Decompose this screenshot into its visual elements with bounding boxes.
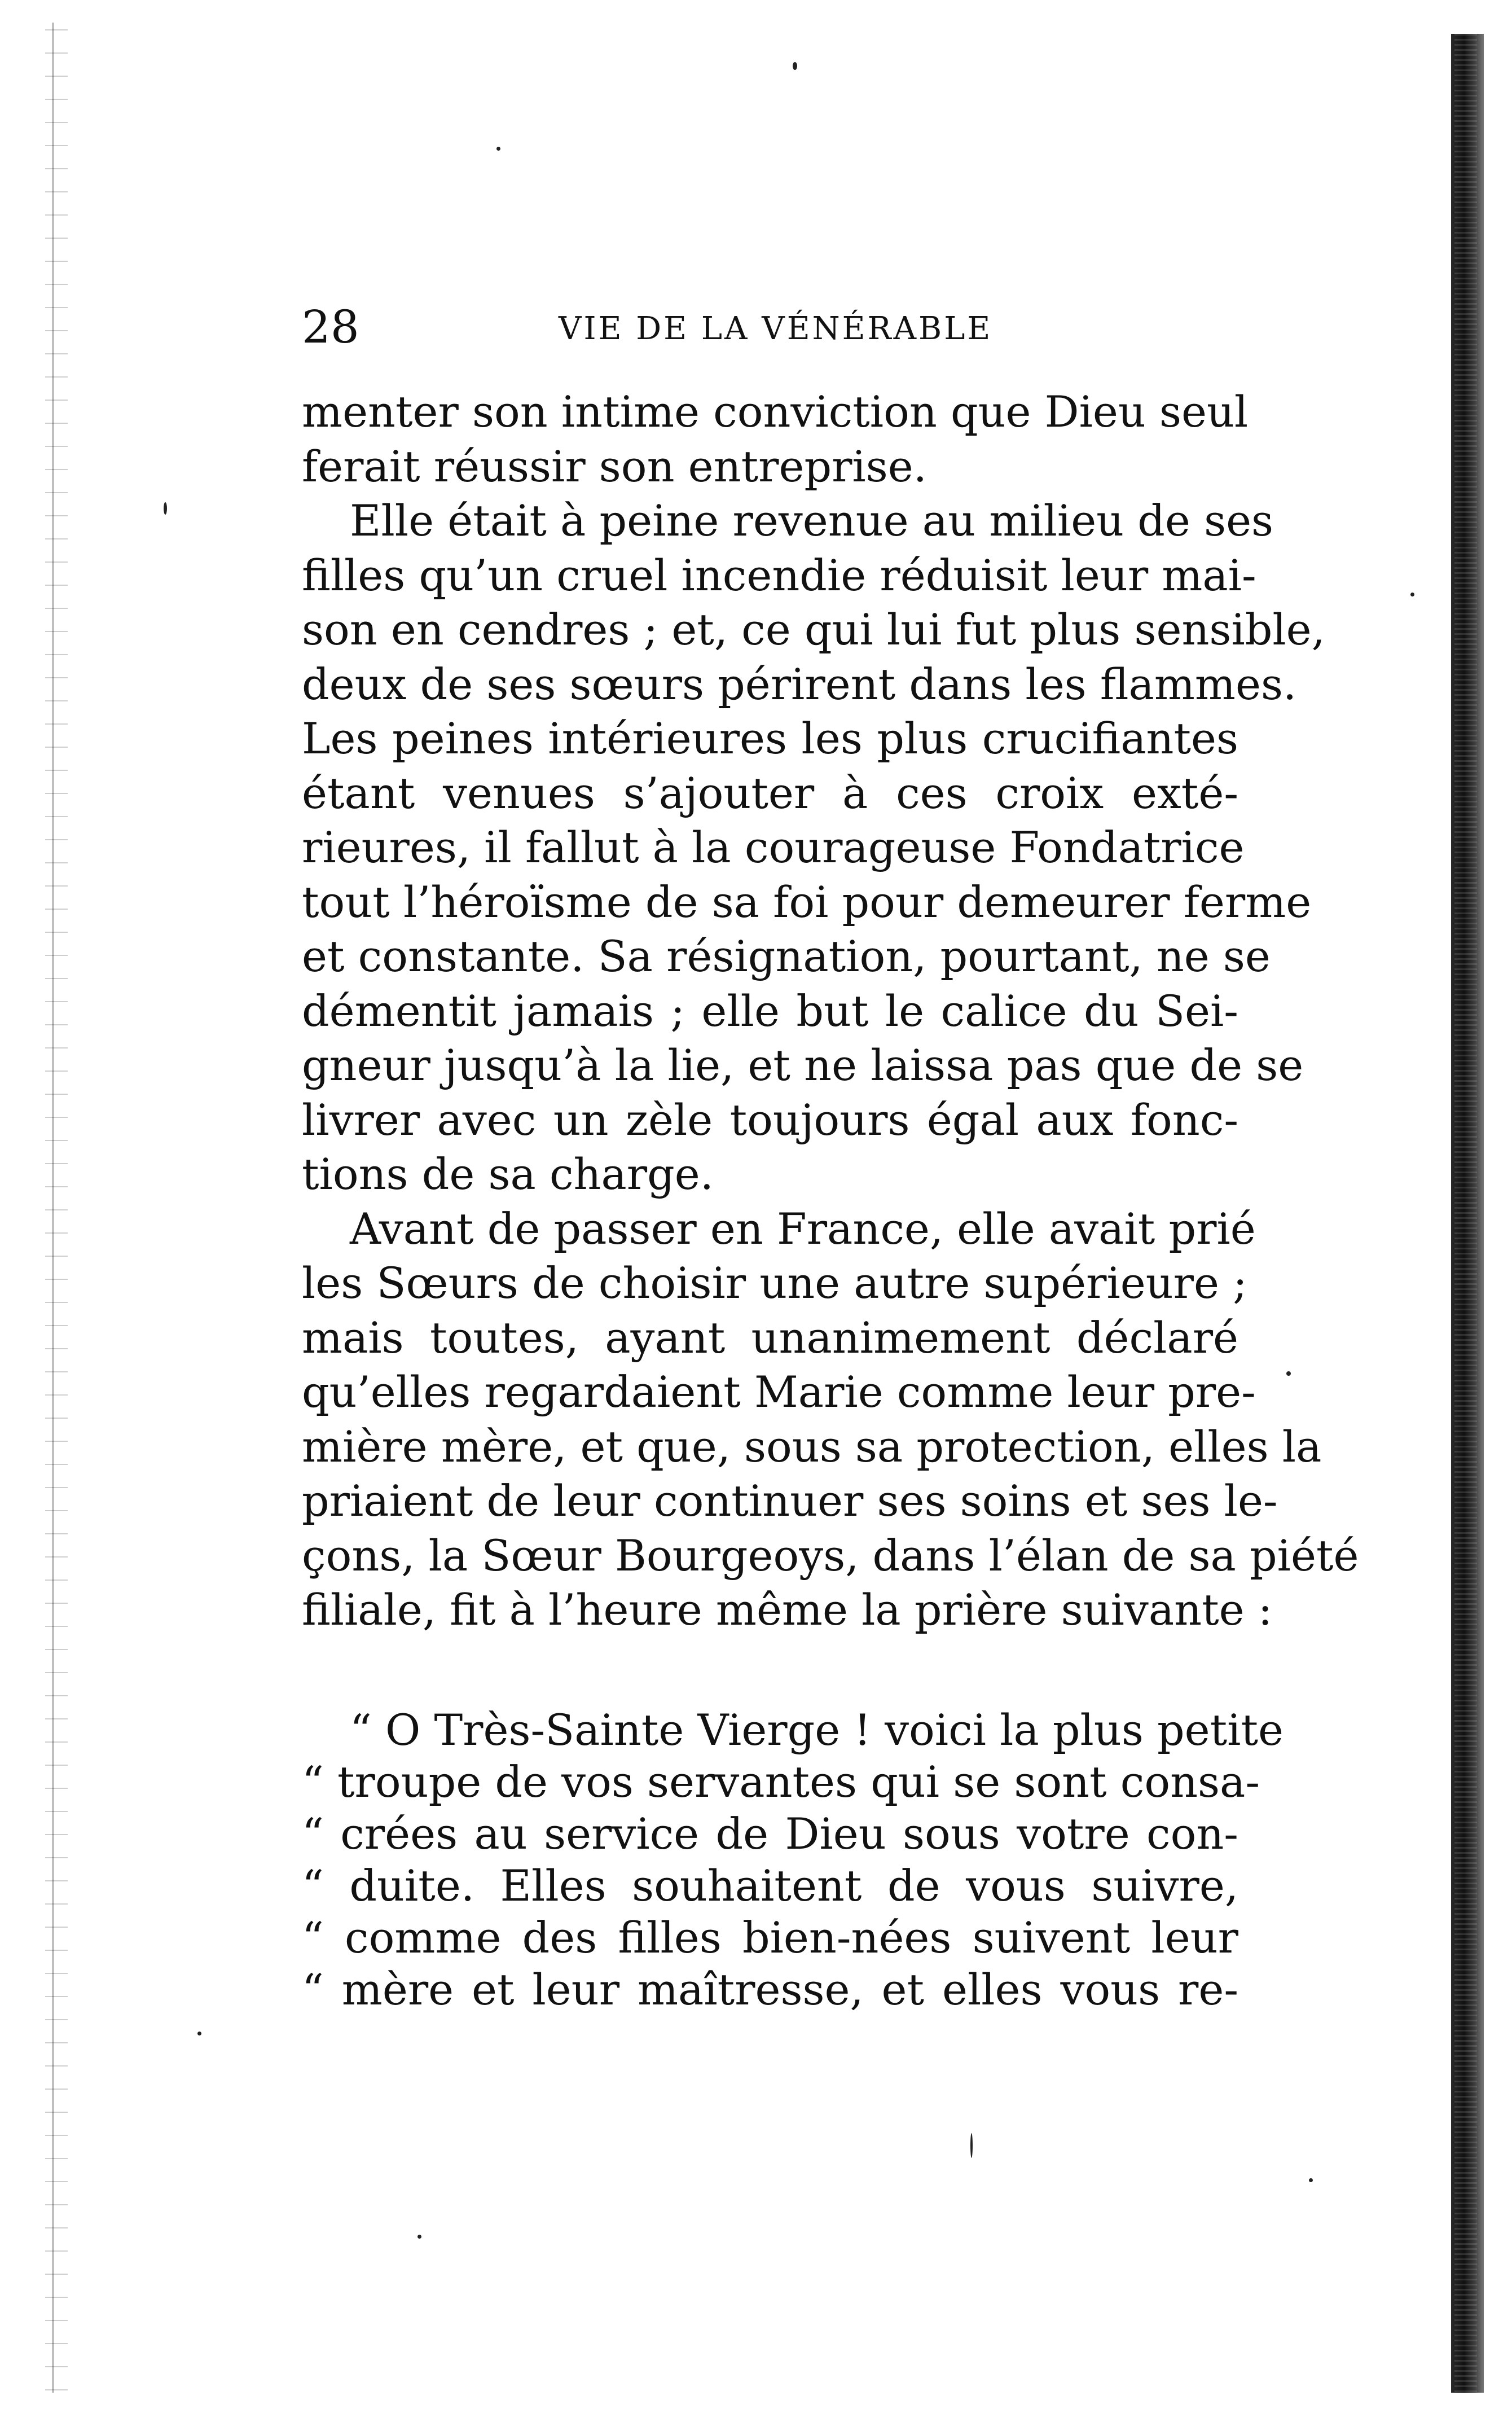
text-line: ferait réussir son entreprise. <box>302 441 927 492</box>
prayer-line: “ duite. Elles souhaitent de vous suivre, <box>302 1861 1238 1911</box>
scan-speck <box>1309 2178 1313 2182</box>
text-line: tout l’héroïsme de sa foi pour demeurer ferme <box>302 876 1312 927</box>
text-line: démentit jamais ; elle but le calice du Sei- <box>302 985 1238 1036</box>
scan-speck <box>197 2032 201 2035</box>
scan-speck <box>417 2235 421 2239</box>
text-line: tions de sa charge. <box>302 1149 714 1199</box>
page-header <box>302 296 1238 358</box>
text-line: deux de ses sœurs périrent dans les flammes. <box>302 659 1297 709</box>
prayer-quote <box>302 1704 1284 2016</box>
text-line: et constante. Sa résignation, pourtant, ne se <box>302 931 1271 981</box>
prayer-line: “ crées au service de Dieu sous votre con- <box>302 1809 1238 1859</box>
text-line: filiale, fit à l’heure même la prière suivante : <box>302 1585 1273 1635</box>
text-line: gneur jusqu’à la lie, et ne laissa pas que de se <box>302 1040 1304 1090</box>
prayer-line: “ troupe de vos servantes qui se sont consa- <box>302 1757 1260 1807</box>
text-line: qu’elles regardaient Marie comme leur pre- <box>302 1367 1256 1417</box>
body-text <box>302 385 1359 1638</box>
text-line: les Sœurs de choisir une autre supérieure ; <box>302 1258 1247 1308</box>
text-line: mais toutes, ayant unanimement déclaré <box>302 1312 1238 1363</box>
running-head: VIE DE LA VÉNÉRABLE <box>559 310 993 347</box>
text-line: Avant de passer en France, elle avait prié <box>350 1203 1256 1254</box>
left-gutter-line <box>52 23 54 2393</box>
prayer-line: “ comme des filles bien-nées suivent leur <box>302 1912 1238 1963</box>
right-binding-texture <box>1454 34 1477 2393</box>
scan-speck <box>970 2133 973 2158</box>
text-line: Les peines intérieures les plus crucifiantes <box>302 713 1238 764</box>
prayer-line: “ mère et leur maîtresse, et elles vous re- <box>302 1964 1238 2015</box>
scan-speck <box>1286 1371 1291 1376</box>
text-line: Elle était à peine revenue au milieu de ses <box>350 495 1274 546</box>
text-line: son en cendres ; et, ce qui lui fut plus sensible, <box>302 604 1325 655</box>
text-line: filles qu’un cruel incendie réduisit leur mai- <box>302 550 1256 600</box>
text-line: menter son intime conviction que Dieu seul <box>302 387 1249 437</box>
text-line: rieures, il fallut à la courageuse Fondatrice <box>302 822 1245 872</box>
text-line: étant venues s’ajouter à ces croix exté- <box>302 767 1238 818</box>
scan-speck <box>164 502 167 515</box>
text-line: çons, la Sœur Bourgeoys, dans l’élan de sa piété <box>302 1530 1359 1581</box>
text-line: livrer avec un zèle toujours égal aux fonc- <box>302 1094 1238 1145</box>
scan-speck <box>793 62 797 70</box>
text-line: mière mère, et que, sous sa protection, elles la <box>302 1421 1322 1472</box>
page-number: 28 <box>302 301 359 353</box>
prayer-line: “ O Très-Sainte Vierge ! voici la plus petite <box>350 1705 1284 1755</box>
left-gutter-scan-marks <box>45 17 68 2398</box>
text-line: priaient de leur continuer ses soins et ses le- <box>302 1476 1278 1526</box>
scan-speck <box>496 147 500 151</box>
scan-speck <box>1410 593 1414 596</box>
